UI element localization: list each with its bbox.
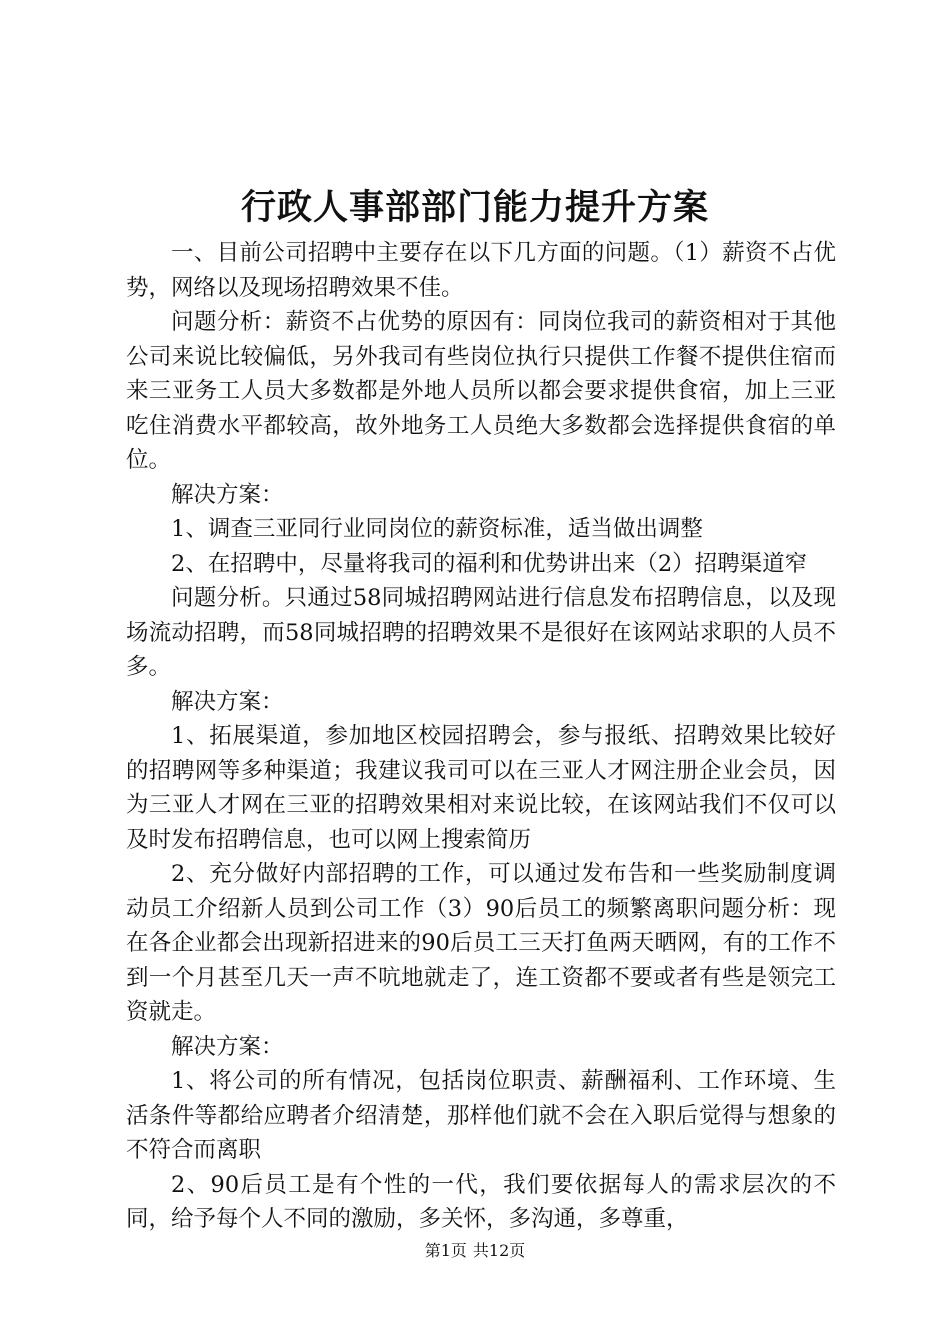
paragraph: 问题分析。只通过58同城招聘网站进行信息发布招聘信息，以及现场流动招聘，而58同城招聘的招聘效果不是很好在该网站求职的人员不多。 xyxy=(126,585,836,680)
page-total: 共12页 xyxy=(472,1241,526,1260)
paragraph: 解决方案： xyxy=(171,688,284,715)
page-number: 第1页 xyxy=(424,1241,467,1260)
paragraph: 一、目前公司招聘中主要存在以下几方面的问题。（1）薪资不占优势，网络以及现场招聘效果不佳。 xyxy=(126,240,836,301)
paragraph: 2、90后员工是有个性的一代，我们要依据每人的需求层次的不同，给予每个人不同的激励，多关怀，多沟通，多尊重， xyxy=(126,1171,836,1232)
paragraph: 1、拓展渠道，参加地区校园招聘会，参与报纸、招聘效果比较好的招聘网等多种渠道；我建议我司可以在三亚人才网注册企业会员，因为三亚人才网在三亚的招聘效果相对来说比较，在该网站我们不仅可以及时发布招聘信息，也可以网上搜索简历 xyxy=(126,723,836,853)
paragraph: 2、充分做好内部招聘的工作，可以通过发布告和一些奖励制度调动员工介绍新人员到公司工作（3）90后员工的频繁离职问题分析：现在各企业都会出现新招进来的90后员工三天打鱼两天晒网，有的工作不到一个月甚至几天一声不吭地就走了，连工资都不要或者有些是领完工资就走。 xyxy=(126,861,836,1025)
paragraph: 解决方案： xyxy=(171,1033,284,1060)
paragraph: 2、在招聘中，尽量将我司的福利和优势讲出来（2）招聘渠道窄 xyxy=(171,550,808,577)
paragraph: 解决方案： xyxy=(171,481,284,508)
paragraph: 1、将公司的所有情况，包括岗位职责、薪酬福利、工作环境、生活条件等都给应聘者介绍清楚，那样他们就不会在入职后觉得与想象的不符合而离职 xyxy=(126,1068,836,1163)
page-footer xyxy=(0,1240,950,1262)
paragraph: 问题分析：薪资不占优势的原因有：同岗位我司的薪资相对于其他公司来说比较偏低，另外我司有些岗位执行只提供工作餐不提供住宿而来三亚务工人员大多数都是外地人员所以都会要求提供食宿，加上三亚吃住消费水平都较高，故外地务工人员绝大多数都会选择提供食宿的单位。 xyxy=(126,309,836,473)
paragraph: 1、调查三亚同行业同岗位的薪资标准，适当做出调整 xyxy=(171,516,703,542)
document-body xyxy=(126,236,836,1237)
document-title: 行政人事部部门能力提升方案 xyxy=(240,187,709,228)
